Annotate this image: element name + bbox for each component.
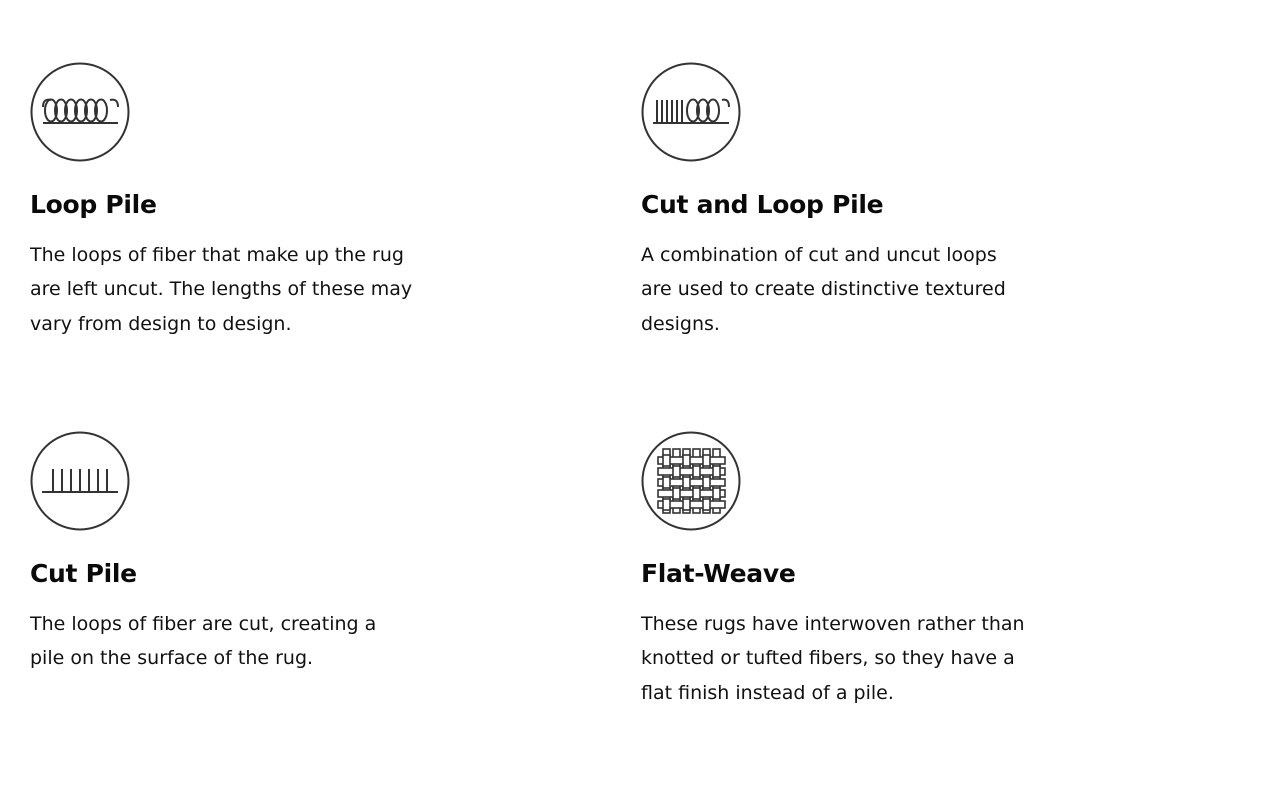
pile-type-description: The loops of fiber are cut, creating a pile on the surface of the rug.	[30, 613, 377, 670]
pile-type-description: These rugs have interwoven rather than knotted or tufted fibers, so they have a flat finish instead of a pile.	[641, 613, 1025, 704]
pile-type-title: Cut and Loop Pile	[641, 190, 884, 219]
cut-pile-icon	[30, 431, 130, 531]
pile-type-title: Flat-Weave	[641, 559, 796, 588]
flat-weave-icon	[641, 431, 741, 531]
pile-type-title: Loop Pile	[30, 190, 157, 219]
loop-pile-icon	[30, 62, 130, 162]
pile-type-title: Cut Pile	[30, 559, 137, 588]
pile-type-description: A combination of cut and uncut loops are used to create distinctive textured designs.	[641, 244, 1006, 335]
pile-type-description: The loops of fiber that make up the rug are left uncut. The lengths of these may vary from design to design.	[30, 244, 413, 335]
cut-and-loop-pile-icon	[641, 62, 741, 162]
